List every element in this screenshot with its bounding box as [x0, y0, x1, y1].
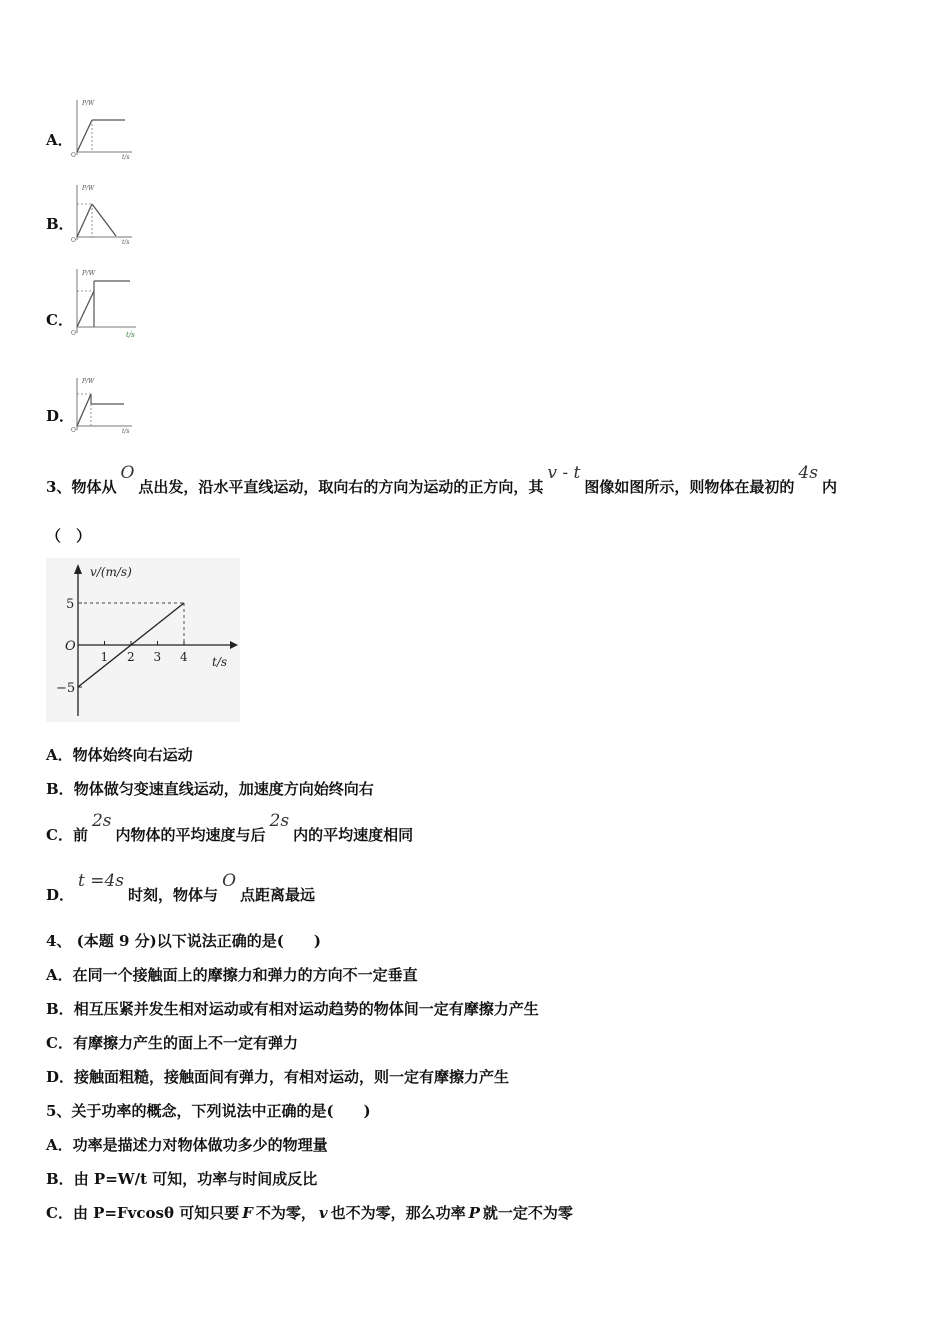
- power-time-graph-a: [70, 95, 142, 161]
- y-tick-label-pos: 5: [66, 597, 75, 612]
- x-tick-label: 2: [127, 650, 135, 664]
- q5-option-c[interactable]: C．由 P=Fvcosθ 可知只要 F 不为零， v 也不为零，那么功率 P 就一定不为零: [46, 1204, 573, 1222]
- option-label: A．: [46, 131, 73, 149]
- svg-text:t/s: t/s: [122, 154, 130, 161]
- v-t-graph: [46, 558, 240, 722]
- q5-option-b[interactable]: B．由 P=W/t 可知，功率与时间成反比: [46, 1170, 318, 1188]
- q3-option-c[interactable]: C．前2s内物体的平均速度与后2s内的平均速度相同: [46, 811, 414, 844]
- svg-text:O: O: [71, 152, 76, 159]
- q3-answer-paren: （ ）: [46, 527, 92, 545]
- q5-option-a[interactable]: A．功率是描述力对物体做功多少的物理量: [46, 1136, 328, 1154]
- option-label: C．: [46, 311, 73, 329]
- x-tick-label: 1: [100, 650, 109, 664]
- svg-text:O: O: [71, 330, 76, 337]
- svg-text:t/s: t/s: [122, 239, 130, 246]
- svg-text:P/W: P/W: [82, 185, 95, 192]
- x-tick-label: 3: [153, 650, 162, 664]
- svg-text:t/s: t/s: [122, 428, 130, 434]
- svg-text:P/W: P/W: [82, 269, 96, 277]
- svg-text:t/s: t/s: [126, 331, 135, 339]
- power-time-graph-d: [70, 374, 142, 434]
- q4-option-b[interactable]: B．相互压紧并发生相对运动或有相对运动趋势的物体间一定有摩擦力产生: [46, 1000, 539, 1018]
- q4-option-a[interactable]: A．在同一个接触面上的摩擦力和弹力的方向不一定垂直: [46, 966, 418, 984]
- power-time-graph-c: [70, 265, 146, 341]
- q3-option-b[interactable]: B．物体做匀变速直线运动，加速度方向始终向右: [46, 780, 374, 798]
- svg-text:P/W: P/W: [82, 378, 95, 385]
- q3-option-a[interactable]: A．物体始终向右运动: [46, 746, 193, 764]
- y-tick-label-neg: −5: [56, 681, 76, 696]
- q3-stem: 3、物体从O点出发，沿水平直线运动，取向右的方向为运动的正方向，其v - t图像如图所示，则物体在最初的4s内: [46, 463, 837, 496]
- origin-label: O: [65, 639, 76, 654]
- q4-stem: 4、 (本题 9 分)以下说法正确的是( ): [46, 932, 321, 950]
- svg-text:O: O: [71, 427, 76, 434]
- x-tick-label: 4: [180, 650, 188, 664]
- q4-option-d[interactable]: D．接触面粗糙，接触面间有弹力，有相对运动，则一定有摩擦力产生: [46, 1068, 510, 1086]
- power-time-graph-b: [70, 180, 142, 246]
- svg-text:O: O: [71, 237, 76, 244]
- svg-text:P/W: P/W: [82, 100, 95, 107]
- option-label: B．: [46, 215, 74, 233]
- option-label: D．: [46, 407, 75, 425]
- q4-option-c[interactable]: C．有摩擦力产生的面上不一定有弹力: [46, 1034, 298, 1052]
- x-axis-label: t/s: [212, 655, 228, 669]
- q5-stem: 5、关于功率的概念，下列说法中正确的是( ): [46, 1102, 371, 1120]
- q3-option-d[interactable]: D．t =4s时刻，物体与O点距离最远: [46, 871, 316, 904]
- y-axis-label: v/(m/s): [90, 565, 132, 579]
